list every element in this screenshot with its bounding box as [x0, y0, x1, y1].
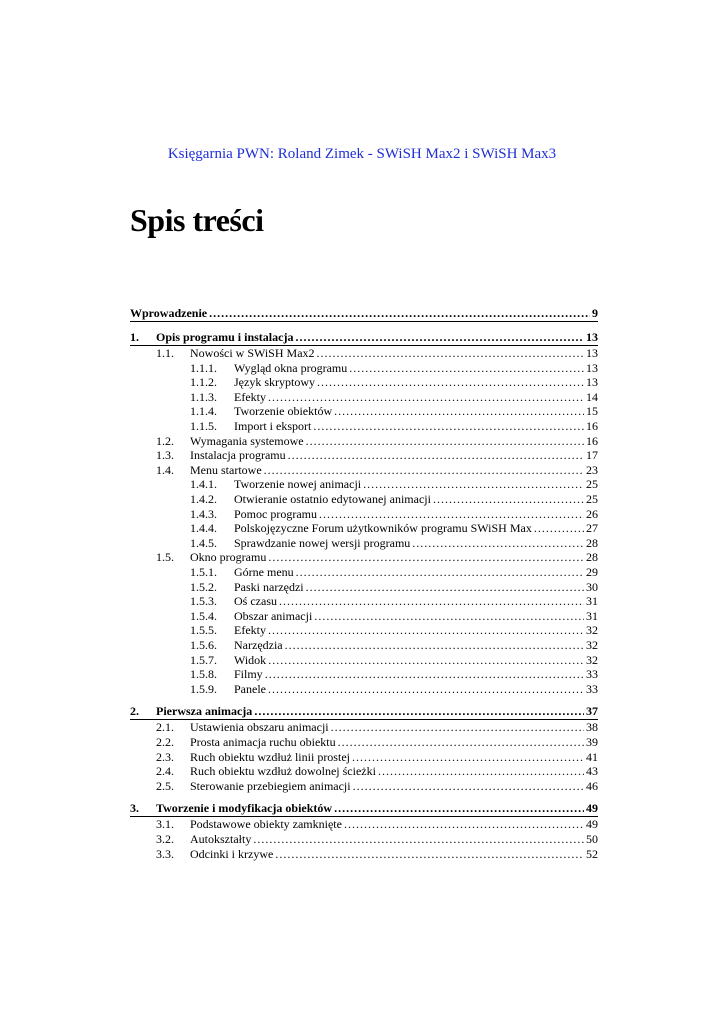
toc-leader-dots: [268, 653, 584, 667]
toc-page-number: 43: [586, 764, 598, 779]
toc-label: Wymagania systemowe: [190, 433, 304, 448]
toc-leader-dots: [338, 735, 584, 749]
toc-entry[interactable]: [190, 608, 598, 623]
toc-number: 3.: [130, 801, 139, 816]
toc-number: 1.1.1.: [190, 360, 217, 375]
toc-number: 1.1.5.: [190, 419, 217, 433]
toc-label: Filmy: [234, 667, 263, 682]
toc-leader-dots: [275, 847, 584, 861]
toc-leader-dots: [306, 580, 584, 594]
toc-label: Sterowanie przebiegiem animacji: [190, 778, 351, 793]
toc-label: Paski narzędzi: [234, 579, 304, 594]
toc-number: 1.5.2.: [190, 579, 217, 594]
toc-leader-dots: [313, 419, 584, 433]
toc-number: 1.5.: [156, 550, 174, 565]
toc-entry[interactable]: [190, 419, 598, 433]
toc-leader-dots: [344, 817, 584, 831]
toc-entry[interactable]: [190, 652, 598, 667]
toc-label: Pierwsza animacja: [156, 704, 253, 719]
toc-page-number: 28: [586, 535, 598, 550]
toc-page-number: 38: [586, 720, 598, 735]
toc-entry[interactable]: [190, 477, 598, 492]
toc-label: Otwieranie ostatnio edytowanej animacji: [234, 492, 431, 506]
toc-entry[interactable]: [190, 594, 598, 609]
toc-leader-dots: [264, 463, 584, 477]
toc-number: 1.3.: [156, 448, 174, 463]
toc-label: Autokształty: [190, 832, 252, 846]
toc-label: Efekty: [234, 623, 266, 638]
toc-label: Panele: [234, 681, 266, 696]
toc-entry[interactable]: [130, 704, 598, 719]
toc-page-number: 14: [586, 389, 598, 404]
toc-leader-dots: [268, 623, 584, 637]
toc-leader-dots: [209, 306, 590, 320]
toc-number: 3.2.: [156, 832, 174, 846]
toc-entry[interactable]: [190, 389, 598, 404]
toc-page-number: 30: [586, 579, 598, 594]
toc-number: 3.1.: [156, 817, 174, 832]
toc-entry[interactable]: [156, 846, 598, 861]
toc-number: 2.3.: [156, 749, 174, 764]
toc-number: 1.5.5.: [190, 623, 217, 638]
toc-page-number: 41: [586, 749, 598, 764]
toc-label: Polskojęzyczne Forum użytkowników programu SWiSH Max: [234, 521, 532, 536]
toc-entry[interactable]: [190, 404, 598, 419]
toc-entry[interactable]: [156, 448, 598, 463]
toc-page-number: 13: [586, 360, 598, 375]
toc-entry[interactable]: [130, 330, 598, 344]
toc-leader-dots: [363, 477, 584, 491]
toc-entry[interactable]: [190, 681, 598, 696]
toc-label: Pomoc programu: [234, 506, 317, 521]
toc-leader-dots: [268, 550, 584, 564]
toc-label: Podstawowe obiekty zamknięte: [190, 817, 342, 832]
toc-entry[interactable]: [190, 623, 598, 638]
toc-label: Tworzenie obiektów: [234, 404, 333, 419]
toc-label: Widok: [234, 652, 267, 667]
toc-label: Opis programu i instalacja: [156, 330, 294, 344]
toc-leader-dots: [285, 638, 584, 652]
toc-label: Wprowadzenie: [130, 306, 208, 320]
toc-leader-dots: [334, 404, 584, 418]
toc-entry[interactable]: [130, 306, 598, 320]
toc-entry[interactable]: [156, 764, 598, 779]
toc-page-number: 31: [586, 608, 598, 623]
toc-page-number: 26: [586, 506, 598, 521]
toc-entry[interactable]: [190, 638, 598, 652]
toc-leader-dots: [353, 779, 584, 793]
toc-leader-dots: [534, 521, 584, 535]
toc-number: 1.5.4.: [190, 608, 217, 623]
toc-label: Sprawdzanie nowej wersji programu: [234, 535, 411, 550]
toc-leader-dots: [296, 565, 584, 579]
toc-leader-dots: [319, 507, 584, 521]
toc-label: Menu startowe: [190, 462, 262, 477]
toc-number: 3.3.: [156, 846, 174, 861]
toc-number: 2.1.: [156, 720, 174, 735]
toc-number: 1.4.3.: [190, 506, 217, 521]
toc-leader-dots: [268, 390, 584, 404]
toc-entry[interactable]: [190, 492, 598, 506]
toc-page-number: 13: [586, 346, 598, 360]
toc-number: 1.4.1.: [190, 477, 217, 492]
toc-number: 1.: [130, 330, 139, 344]
toc-label: Nowości w SWiSH Max2: [190, 346, 315, 360]
toc-label: Import i eksport: [234, 419, 312, 433]
toc-page-number: 17: [586, 448, 598, 463]
toc-label: Prosta animacja ruchu obiektu: [190, 735, 336, 749]
toc-page-number: 25: [586, 492, 598, 506]
toc-page-number: 46: [586, 778, 598, 793]
section-rule: [130, 321, 598, 322]
toc-page-number: 32: [586, 623, 598, 638]
toc-label: Oś czasu: [234, 594, 277, 609]
toc-entry[interactable]: [190, 360, 598, 375]
toc-leader-dots: [412, 536, 584, 550]
toc-page-number: 27: [586, 521, 598, 536]
toc-entry[interactable]: [156, 832, 598, 846]
section-rule: [130, 816, 598, 817]
toc-entry[interactable]: [156, 346, 598, 360]
page-title: Spis treści: [130, 202, 264, 238]
toc-number: 1.5.6.: [190, 638, 217, 652]
header-link[interactable]: Księgarnia PWN: Roland Zimek - SWiSH Max2 i SWiSH Max3: [167, 146, 557, 162]
toc-entry[interactable]: [156, 735, 598, 749]
toc-label: Tworzenie nowej animacji: [234, 477, 362, 492]
toc-page-number: 49: [586, 817, 598, 832]
toc-entry[interactable]: [156, 433, 598, 448]
toc-entry[interactable]: [190, 521, 598, 536]
toc-entry[interactable]: [190, 535, 598, 550]
toc-leader-dots: [295, 330, 584, 344]
toc-leader-dots: [349, 361, 584, 375]
toc-entry[interactable]: [190, 579, 598, 594]
toc-leader-dots: [317, 346, 584, 360]
toc-leader-dots: [352, 750, 584, 764]
toc-label: Narzędzia: [234, 638, 283, 652]
toc-label: Ustawienia obszaru animacji: [190, 720, 329, 735]
toc-number: 2.2.: [156, 735, 174, 749]
toc-entry[interactable]: [156, 462, 598, 477]
toc-entry[interactable]: [130, 801, 598, 816]
toc-page-number: 13: [586, 375, 598, 390]
toc-page-number: 31: [586, 594, 598, 609]
toc-label: Tworzenie i modyfikacja obiektów: [156, 801, 333, 816]
toc-number: 1.5.1.: [190, 565, 217, 579]
toc-entry[interactable]: [190, 667, 598, 682]
toc-leader-dots: [378, 764, 584, 778]
toc-page-number: 29: [586, 565, 598, 579]
toc-leader-dots: [314, 609, 584, 623]
toc-page-number: 28: [586, 550, 598, 565]
toc-page-number: 16: [586, 433, 598, 448]
toc-label: Wygląd okna programu: [234, 360, 348, 375]
toc-number: 1.5.9.: [190, 681, 217, 696]
toc-page-number: 50: [586, 832, 598, 846]
toc-leader-dots: [268, 682, 584, 696]
toc-page-number: 9: [592, 306, 598, 320]
toc-leader-dots: [331, 720, 584, 734]
toc-number: 2.4.: [156, 764, 174, 779]
toc-number: 2.: [130, 704, 139, 719]
toc-entry[interactable]: [156, 778, 598, 793]
toc-label: Obszar animacji: [234, 608, 313, 623]
toc-label: Ruch obiektu wzdłuż dowolnej ścieżki: [190, 764, 376, 779]
toc-leader-dots: [253, 832, 584, 846]
toc-number: 1.1.3.: [190, 389, 217, 404]
toc-entry[interactable]: [156, 550, 598, 565]
toc-number: 1.4.2.: [190, 492, 217, 506]
toc-number: 1.4.: [156, 462, 174, 477]
toc-leader-dots: [265, 667, 584, 681]
toc-leader-dots: [254, 704, 584, 718]
toc-label: Odcinki i krzywe: [190, 846, 274, 861]
toc-label: Okno programu: [190, 550, 267, 565]
toc-entry[interactable]: [190, 375, 598, 390]
toc-entry[interactable]: [156, 720, 598, 735]
toc-page-number: 32: [586, 652, 598, 667]
toc-page-number: 33: [586, 667, 598, 682]
toc-page-number: 39: [586, 735, 598, 749]
toc-number: 1.2.: [156, 433, 174, 448]
toc-page-number: 15: [586, 404, 598, 419]
toc-entry[interactable]: [156, 817, 598, 832]
toc-page-number: 25: [586, 477, 598, 492]
toc-page-number: 33: [586, 681, 598, 696]
toc-leader-dots: [288, 448, 584, 462]
toc-page-number: 23: [586, 462, 598, 477]
toc-number: 1.1.4.: [190, 404, 217, 419]
toc-entry[interactable]: [156, 749, 598, 764]
toc-page-number: 52: [586, 846, 598, 861]
toc-page-number: 32: [586, 638, 598, 652]
toc-number: 1.1.: [156, 346, 174, 360]
toc-label: Górne menu: [234, 565, 294, 579]
toc-leader-dots: [279, 594, 584, 608]
toc-leader-dots: [433, 492, 584, 506]
toc-number: 2.5.: [156, 778, 174, 793]
toc-number: 1.4.5.: [190, 535, 217, 550]
toc-page-number: 49: [586, 801, 598, 816]
toc-number: 1.5.8.: [190, 667, 217, 682]
toc-label: Ruch obiektu wzdłuż linii prostej: [190, 749, 350, 764]
toc-page-number: 37: [586, 704, 598, 719]
toc-entry[interactable]: [190, 565, 598, 579]
toc-number: 1.5.3.: [190, 594, 217, 609]
toc-leader-dots: [317, 375, 584, 389]
toc-leader-dots: [334, 801, 584, 815]
toc-number: 1.5.7.: [190, 652, 217, 667]
toc-page-number: 13: [586, 330, 598, 344]
toc-entry[interactable]: [190, 506, 598, 521]
toc-label: Efekty: [234, 389, 266, 404]
toc-page-number: 16: [586, 419, 598, 433]
toc-number: 1.1.2.: [190, 375, 217, 390]
toc-leader-dots: [306, 434, 584, 448]
section-rule: [130, 345, 598, 346]
toc-label: Instalacja programu: [190, 448, 286, 463]
toc-number: 1.4.4.: [190, 521, 217, 536]
section-rule: [130, 719, 598, 720]
toc-label: Język skryptowy: [234, 375, 315, 390]
